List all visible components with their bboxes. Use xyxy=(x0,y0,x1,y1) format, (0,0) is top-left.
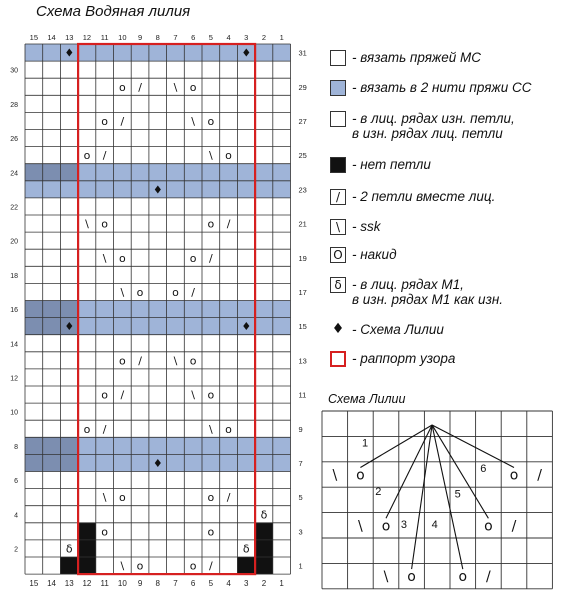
k2tog-icon: / xyxy=(191,285,196,299)
row-label: 14 xyxy=(10,341,18,349)
lily-number: 3 xyxy=(400,518,407,531)
row-label: 31 xyxy=(298,48,307,58)
yarn-over-icon: o xyxy=(207,525,215,539)
ssk-icon: \ xyxy=(332,467,338,484)
yarn-over-icon: o xyxy=(189,251,197,265)
row-label: 15 xyxy=(298,322,307,332)
column-label: 5 xyxy=(208,33,213,42)
empty-cell-icon xyxy=(330,50,346,66)
column-label: 14 xyxy=(47,579,57,589)
column-label: 13 xyxy=(65,33,74,42)
diamond-icon: ♦ xyxy=(241,46,252,60)
row-label: 18 xyxy=(10,272,18,280)
m1-icon: δ xyxy=(65,542,73,556)
k2tog-icon: / xyxy=(486,569,491,586)
column-label: 15 xyxy=(29,33,39,42)
yarn-over-icon: o xyxy=(225,149,232,163)
k2tog-icon: / xyxy=(120,114,125,128)
black-cell xyxy=(78,523,96,540)
diamond-icon: ♦ xyxy=(152,456,163,470)
k2tog-icon: / xyxy=(537,467,542,484)
yarn-over-icon: o xyxy=(118,80,126,94)
blue-cell-icon xyxy=(330,80,346,96)
row-label: 28 xyxy=(10,101,18,109)
yarn-over-icon: o xyxy=(207,388,215,402)
row-label: 2 xyxy=(14,546,18,554)
column-label: 9 xyxy=(137,579,143,589)
ssk-icon: \ xyxy=(102,491,107,505)
black-cell xyxy=(255,523,273,540)
row-label: 3 xyxy=(298,527,303,537)
yarn-over-icon: o xyxy=(225,422,232,436)
ssk-icon: \ xyxy=(173,80,178,94)
ssk-icon: \ xyxy=(330,219,346,235)
ssk-icon: \ xyxy=(102,251,107,265)
column-label: 7 xyxy=(173,579,178,589)
cc-shade xyxy=(25,437,78,454)
legend-repeat: - раппорт узора xyxy=(352,351,456,366)
lily-number: 1 xyxy=(361,437,369,450)
column-label: 6 xyxy=(191,33,196,42)
ssk-icon: \ xyxy=(173,354,178,368)
k2tog-icon: / xyxy=(208,251,213,265)
k2tog-icon: / xyxy=(511,518,517,535)
ssk-icon: \ xyxy=(120,285,125,299)
diamond-icon: ♦ xyxy=(241,320,252,334)
k2tog-icon: / xyxy=(138,80,142,94)
column-label: 11 xyxy=(100,33,109,42)
m1-icon: δ xyxy=(260,508,268,522)
yarn-over-icon: o xyxy=(407,569,416,586)
ssk-icon: \ xyxy=(383,569,389,586)
column-label: 7 xyxy=(173,33,178,42)
column-label: 3 xyxy=(244,33,249,42)
column-label: 12 xyxy=(82,33,92,42)
yarn-over-icon: o xyxy=(83,149,91,163)
black-cell xyxy=(78,557,96,574)
cc-shade xyxy=(25,301,78,318)
row-label: 22 xyxy=(10,204,18,212)
cc-shade xyxy=(25,164,78,181)
yarn-over-icon: o xyxy=(101,217,109,231)
black-cell xyxy=(255,540,273,557)
column-label: 3 xyxy=(244,579,249,589)
column-label: 2 xyxy=(261,33,267,42)
row-label: 4 xyxy=(14,512,18,520)
diamond-icon: ♦ xyxy=(152,183,163,197)
black-cell xyxy=(237,557,255,574)
legend-cc: - вязать в 2 нити пряжи СС xyxy=(352,80,532,95)
yarn-over-icon: o xyxy=(136,559,144,573)
column-label: 4 xyxy=(226,33,231,42)
row-label: 17 xyxy=(298,287,307,297)
legend-ssk: - ssk xyxy=(352,219,381,234)
column-label: 8 xyxy=(155,33,160,42)
lily-number: 5 xyxy=(454,488,461,501)
row-label: 29 xyxy=(298,82,307,92)
legend-m1: - в лиц. рядах М1, в изн. рядах М1 как изн. xyxy=(352,277,504,307)
m1-icon: δ xyxy=(330,277,346,293)
row-label: 27 xyxy=(298,116,307,126)
row-label: 5 xyxy=(298,493,303,503)
column-label: 1 xyxy=(279,33,284,42)
row-label: 12 xyxy=(10,375,18,383)
red-square-icon xyxy=(330,351,346,367)
row-label: 1 xyxy=(298,561,303,571)
ssk-icon: \ xyxy=(191,388,196,402)
row-label: 20 xyxy=(10,238,18,246)
row-label: 13 xyxy=(298,356,307,366)
legend-yo: - накид xyxy=(352,247,397,262)
ssk-icon: \ xyxy=(358,518,363,535)
yarn-over-icon: o xyxy=(118,354,126,368)
k2tog-icon: / xyxy=(102,149,107,163)
column-label: 10 xyxy=(118,33,127,42)
row-label: 23 xyxy=(298,185,307,195)
yarn-over-icon: o xyxy=(118,491,126,505)
yarn-over-icon: o xyxy=(189,80,197,94)
row-label: 21 xyxy=(298,219,307,229)
column-label: 2 xyxy=(261,579,267,589)
column-label: 4 xyxy=(226,579,231,589)
yarn-over-icon: o xyxy=(118,251,126,265)
k2tog-icon: / xyxy=(226,217,231,231)
yarn-over-icon: o xyxy=(83,422,91,436)
row-label: 19 xyxy=(298,253,307,263)
m1-icon: δ xyxy=(83,508,91,522)
k2tog-icon: / xyxy=(120,388,125,402)
row-label: 9 xyxy=(298,424,303,434)
lily-number: 6 xyxy=(480,462,487,475)
empty-cell-icon xyxy=(330,111,346,127)
ssk-icon: \ xyxy=(208,422,213,436)
k2tog-icon: / xyxy=(208,559,213,573)
yarn-over-icon: o xyxy=(189,559,197,573)
column-label: 11 xyxy=(100,579,109,589)
yarn-over-icon: o xyxy=(381,518,391,535)
column-label: 5 xyxy=(208,579,214,589)
legend-lily: - Схема Лилии xyxy=(352,322,444,337)
yarn-over-icon: o xyxy=(136,285,144,299)
cc-shade xyxy=(25,454,78,471)
black-cell xyxy=(78,540,96,557)
yarn-over-icon: o xyxy=(207,217,215,231)
yarn-over-icon: o xyxy=(458,569,468,586)
ssk-icon: \ xyxy=(191,114,196,128)
lily-chart-title: Схема Лилии xyxy=(328,392,406,406)
row-label: 8 xyxy=(14,443,18,451)
m1-icon: δ xyxy=(242,542,250,556)
diamond-icon: ♦ xyxy=(64,320,75,334)
yarn-over-icon: o xyxy=(101,525,109,539)
yarn-over-icon: o xyxy=(484,518,493,535)
column-label: 9 xyxy=(137,33,143,42)
column-label: 1 xyxy=(279,579,284,589)
black-cell xyxy=(60,557,78,574)
column-label: 14 xyxy=(47,33,56,42)
yarn-over-icon: o xyxy=(172,285,179,299)
row-label: 24 xyxy=(10,170,18,178)
row-label: 11 xyxy=(298,390,307,400)
row-label: 26 xyxy=(10,136,18,144)
column-label: 6 xyxy=(190,579,196,589)
k2tog-icon: / xyxy=(226,491,231,505)
legend-mc: - вязать пряжей МС xyxy=(352,50,481,65)
column-label: 15 xyxy=(29,579,39,589)
k2tog-icon: / xyxy=(102,422,107,436)
column-label: 12 xyxy=(82,579,92,589)
chart-title: Схема Водяная лилия xyxy=(36,3,191,20)
yarn-over-icon: O xyxy=(330,247,346,263)
diamond-icon: ♦ xyxy=(331,321,345,337)
legend-no-stitch: - нет петли xyxy=(352,157,431,172)
row-label: 25 xyxy=(298,151,307,161)
diamond-icon: ♦ xyxy=(64,46,75,60)
k2tog-icon: / xyxy=(330,189,346,205)
k2tog-icon: / xyxy=(138,354,142,368)
lily-number: 2 xyxy=(375,485,382,498)
yarn-over-icon: o xyxy=(189,354,197,368)
row-label: 30 xyxy=(10,67,18,75)
column-label: 10 xyxy=(117,579,127,589)
lily-number: 4 xyxy=(431,518,438,531)
black-cell-icon xyxy=(330,157,346,173)
ssk-icon: \ xyxy=(208,149,213,163)
row-label: 7 xyxy=(298,458,303,468)
row-label: 10 xyxy=(10,409,18,417)
yarn-over-icon: o xyxy=(101,388,109,402)
yarn-over-icon: o xyxy=(101,114,109,128)
ssk-icon: \ xyxy=(85,217,89,231)
black-cell xyxy=(255,557,273,574)
ssk-icon: \ xyxy=(120,559,125,573)
yarn-over-icon: o xyxy=(509,467,519,484)
yarn-over-icon: o xyxy=(207,491,215,505)
yarn-over-icon: o xyxy=(356,467,365,484)
legend-k2tog: - 2 петли вместе лиц. xyxy=(352,189,496,204)
column-label: 8 xyxy=(155,579,160,589)
row-label: 16 xyxy=(10,307,18,315)
yarn-over-icon: o xyxy=(207,114,215,128)
column-label: 13 xyxy=(64,579,74,589)
row-label: 6 xyxy=(14,478,18,486)
legend-purl: - в лиц. рядах изн. петли, в изн. рядах лиц. петли xyxy=(352,111,515,141)
